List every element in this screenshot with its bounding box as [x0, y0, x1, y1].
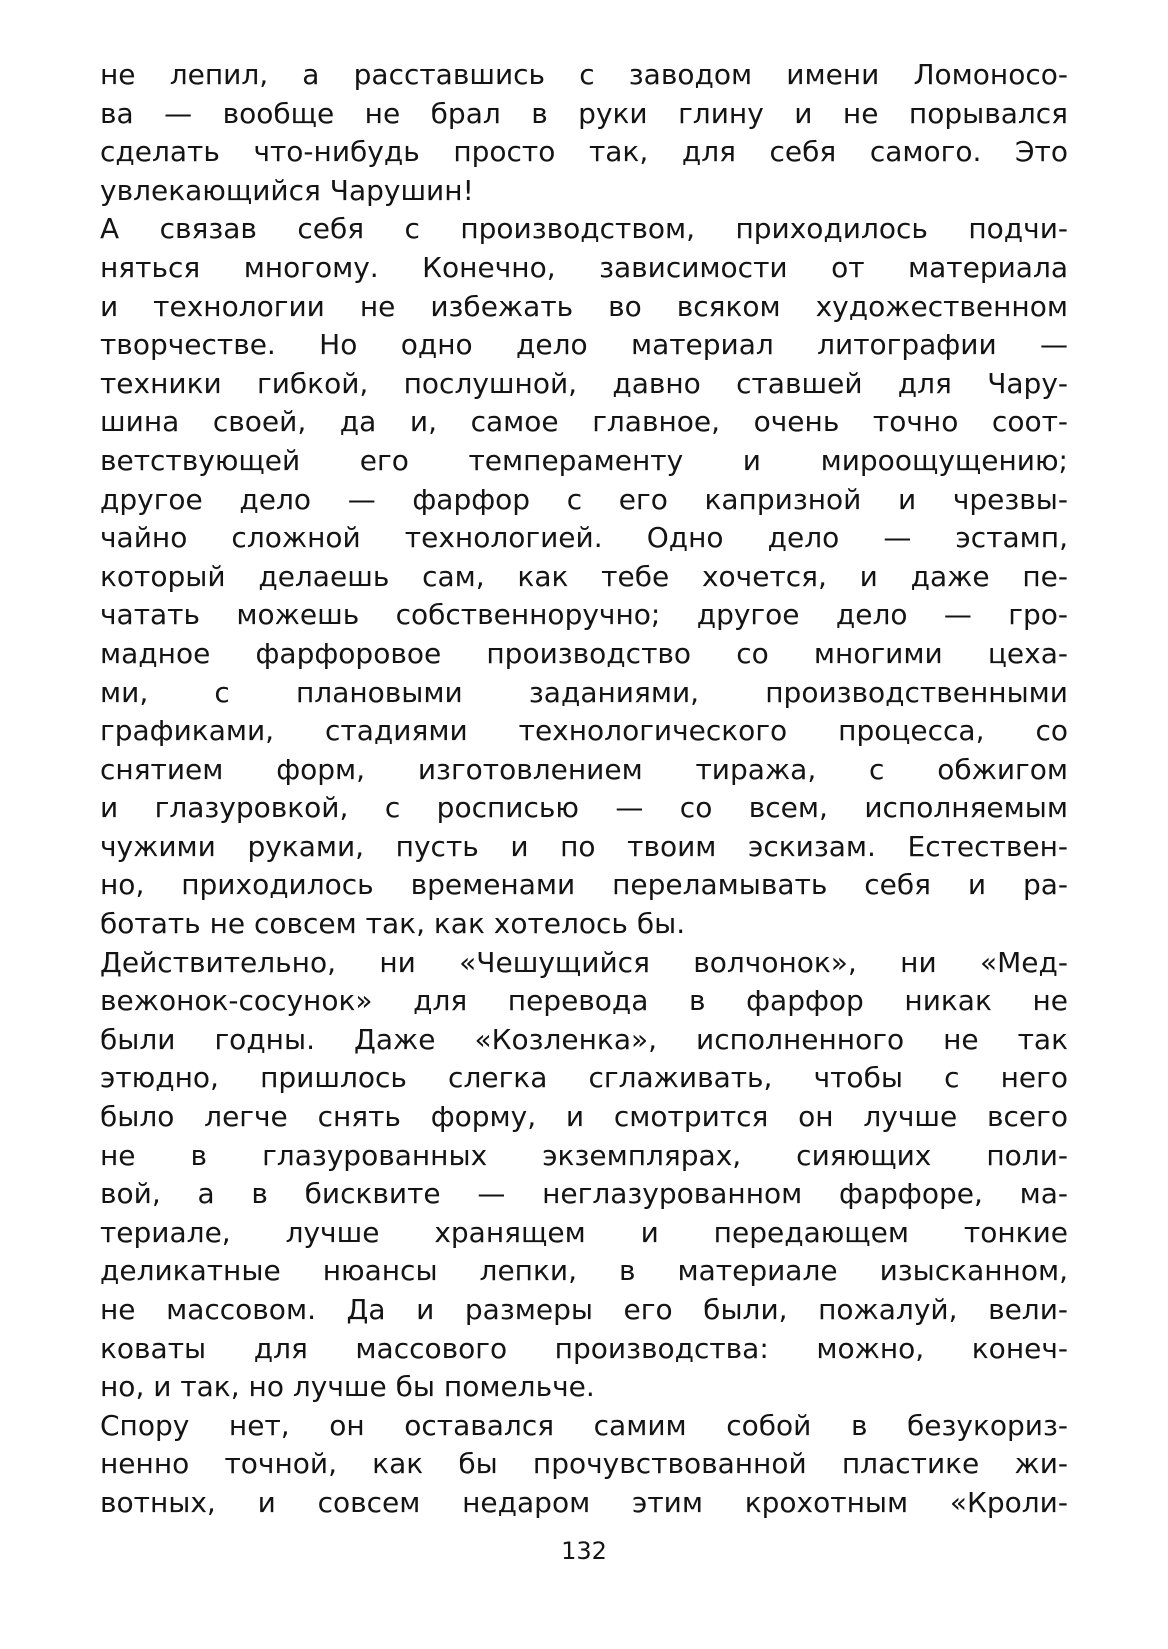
- text-line: сделать что-нибудь просто так, для себя самого. Это: [100, 135, 1068, 169]
- text-line: чатать можешь собственноручно; другое дело — гро-: [100, 598, 1068, 632]
- text-line: ветствующей его темпераменту и мироощущению;: [100, 443, 1068, 477]
- text-line: Действительно, ни «Чешущийся волчонок», ни «Мед-: [100, 945, 1068, 979]
- text-line: ботать не совсем так, как хотелось бы.: [100, 907, 686, 941]
- page-number: 132: [561, 1537, 607, 1565]
- text-line: вежонок-сосунок» для перевода в фарфор никак не: [100, 984, 1068, 1018]
- text-line: няться многому. Конечно, зависимости от материала: [100, 250, 1068, 284]
- text-line: не массовом. Да и размеры его были, пожалуй, вели-: [100, 1293, 1068, 1326]
- text-line: творчестве. Но одно дело материал литографии —: [100, 328, 1068, 362]
- text-line: ми, с плановыми заданиями, производственными: [100, 675, 1068, 709]
- text-line: вой, а в бисквите — неглазурованном фарфоре, ма-: [100, 1177, 1068, 1211]
- text-line: чужими руками, пусть и по твоим эскизам. Естествен-: [100, 829, 1068, 863]
- text-line: графиками, стадиями технологического процесса, со: [100, 714, 1068, 748]
- text-line: и глазуровкой, с росписью — со всем, исполняемым: [100, 791, 1068, 825]
- text-line: не лепил, а расставшись с заводом имени Ломоносо-: [100, 58, 1068, 91]
- text-line: шина своей, да и, самое главное, очень точно соот-: [100, 405, 1068, 439]
- text-line: который делаешь сам, как тебе хочется, и даже пе-: [100, 559, 1068, 593]
- text-line: техники гибкой, послушной, давно ставшей для Чару-: [100, 366, 1068, 400]
- text-line: не в глазурованных экземплярах, сияющих поли-: [100, 1138, 1068, 1172]
- text-line: вотных, и совсем недаром этим крохотным «Кроли-: [100, 1485, 1068, 1519]
- text-line: другое дело — фарфор с его капризной и чрезвы-: [100, 482, 1068, 516]
- text-line: снятием форм, изготовлением тиража, с обжигом: [100, 752, 1068, 786]
- text-line: деликатные нюансы лепки, в материале изысканном,: [100, 1254, 1068, 1288]
- text-line: были годны. Даже «Козленка», исполненного не так: [100, 1022, 1068, 1056]
- text-line: чайно сложной технологией. Одно дело — эстамп,: [100, 521, 1068, 555]
- body-text: [100, 56, 1068, 1523]
- text-line: мадное фарфоровое производство со многими цеха-: [100, 636, 1068, 670]
- text-line: Спору нет, он оставался самим собой в безукориз-: [100, 1408, 1068, 1442]
- text-line: но, и так, но лучше бы помельче.: [100, 1370, 595, 1404]
- text-line: ва — вообще не брал в руки глину и не порывался: [100, 96, 1068, 130]
- text-line: териале, лучше хранящем и передающем тонкие: [100, 1215, 1068, 1249]
- text-line: но, приходилось временами переламывать себя и ра-: [100, 868, 1068, 902]
- text-line: коваты для массового производства: можно, конеч-: [100, 1331, 1068, 1365]
- text-line: этюдно, пришлось слегка сглаживать, чтобы с него: [100, 1061, 1068, 1095]
- text-line: ненно точной, как бы прочувствованной пластике жи-: [100, 1447, 1068, 1481]
- text-line: увлекающийся Чарушин!: [100, 173, 474, 207]
- text-line: А связав себя с производством, приходилось подчи-: [100, 212, 1068, 246]
- text-line: было легче снять форму, и смотрится он лучше всего: [100, 1100, 1068, 1134]
- text-line: и технологии не избежать во всяком художественном: [100, 289, 1068, 323]
